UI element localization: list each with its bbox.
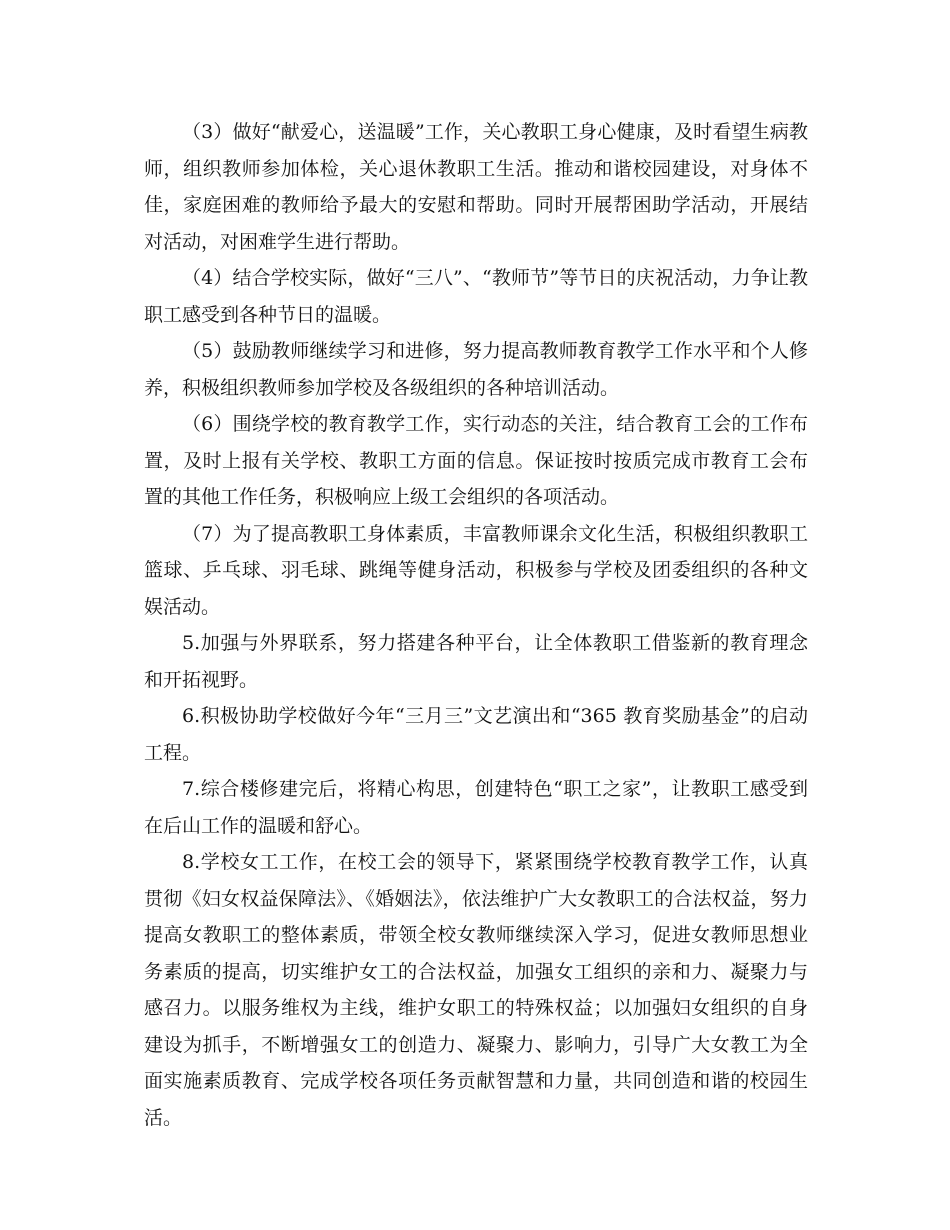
paragraph-5-training: （5）鼓励教师继续学习和进修，努力提高教师教育教学工作水平和个人修养，积极组织教师参加学校及各级组织的各种培训活动。 — [144, 340, 808, 399]
document-body — [144, 114, 808, 1136]
paragraph-3-care: （3）做好“献爱心，送温暖”工作，关心教职工身心健康，及时看望生病教师，组织教师参加体检，关心退休教职工生活。推动和谐校园建设，对身体不佳，家庭困难的教师给予最大的安慰和帮助。同时开展帮困助学活动，开展结对活动，对困难学生进行帮助。 — [144, 121, 808, 253]
paragraph-7-sports: （7）为了提高教职工身体素质，丰富教师课余文化生活，积极组织教职工篮球、乒乓球、羽毛球、跳绳等健身活动，积极参与学校及团委组织的各种文娱活动。 — [144, 522, 808, 618]
paragraph-item-8: 8.学校女工工作，在校工会的领导下，紧紧围绕学校教育教学工作，认真贯彻《妇女权益保障法》、《婚姻法》，依法维护广大女教职工的合法权益，努力提高女教职工的整体素质，带领全校女教师继续深入学习，促进女教师思想业务素质的提高，切实维护女工的合法权益，加强女工组织的亲和力、凝聚力与感召力。以服务维权为主线，维护女职工的特殊权益；以加强妇女组织的自身建设为抓手，不断增强女工的创造力、凝聚力、影响力，引导广大女教工为全面实施素质教育、完成学校各项任务贡献智慧和力量，共同创造和谐的校园生活。 — [144, 851, 808, 1129]
paragraph-6-reporting: （6）围绕学校的教育教学工作，实行动态的关注，结合教育工会的工作布置，及时上报有关学校、教职工方面的信息。保证按时按质完成市教育工会布置的其他工作任务，积极响应上级工会组织的各项活动。 — [144, 413, 808, 508]
paragraph-item-6: 6.积极协助学校做好今年“三月三”文艺演出和“365 教育奖励基金”的启动工程。 — [144, 705, 808, 764]
paragraph-item-7: 7.综合楼修建完后，将精心构思，创建特色“职工之家”，让教职工感受到在后山工作的温暖和舒心。 — [144, 778, 808, 837]
paragraph-4-festivals: （4）结合学校实际，做好“三八”、“教师节”等节日的庆祝活动，力争让教职工感受到各种节日的温暖。 — [144, 267, 808, 326]
paragraph-item-5: 5.加强与外界联系，努力搭建各种平台，让全体教职工借鉴新的教育理念和开拓视野。 — [144, 632, 808, 691]
